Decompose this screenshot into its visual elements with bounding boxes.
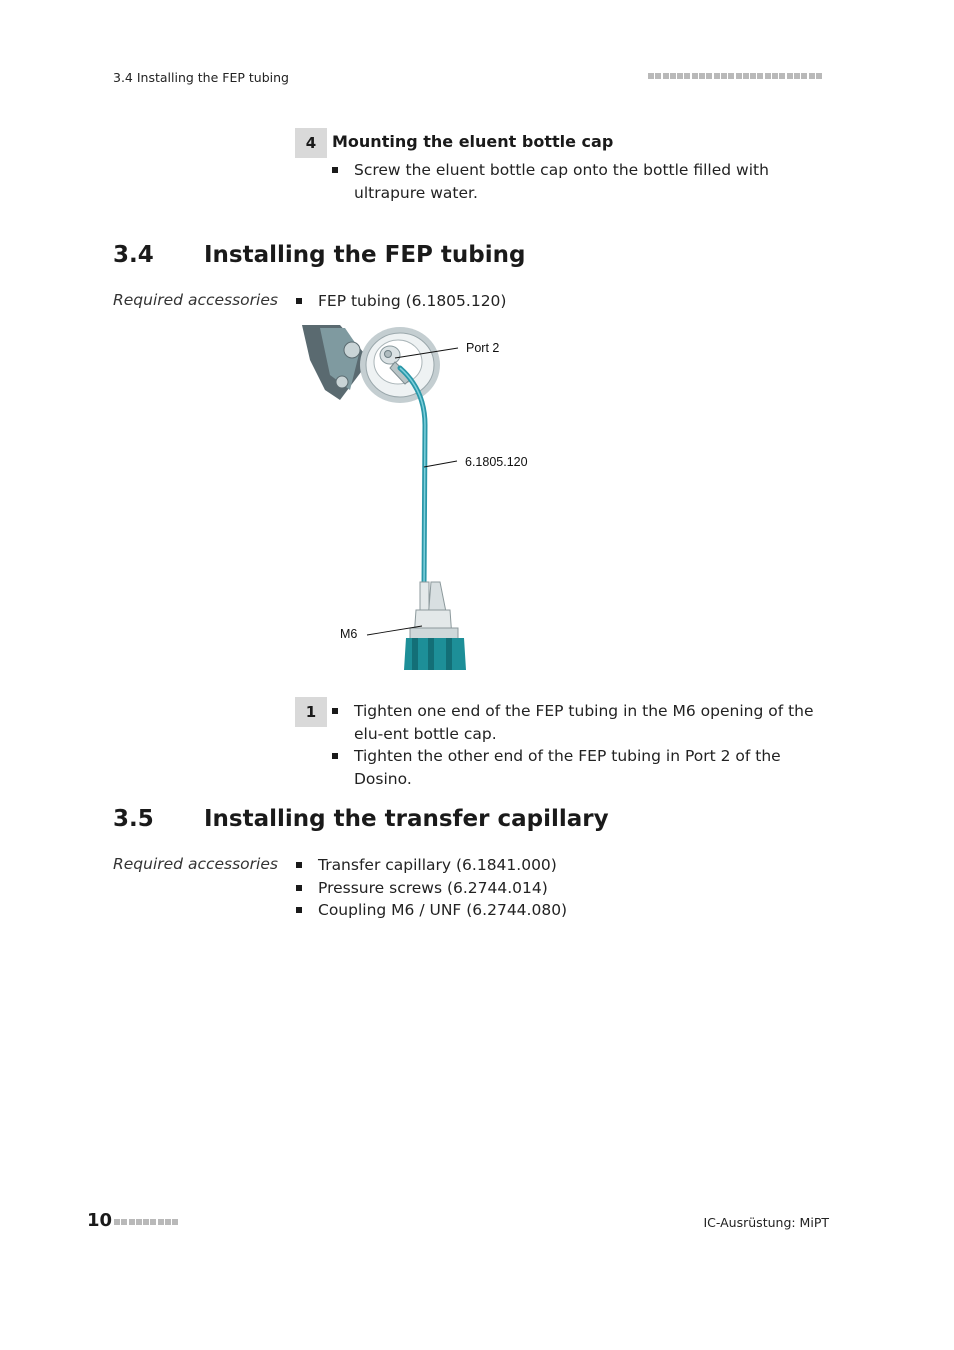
document-title: IC-Ausrüstung: MiPT [703,1215,829,1230]
step-bullet-list [332,159,822,204]
accessories-list [296,290,796,313]
list-item-text: Coupling M6 / UNF (6.2744.080) [318,901,568,919]
accessories-list [296,854,796,922]
bullet-icon [296,907,302,913]
list-item [296,877,796,900]
step-title: Mounting the eluent bottle cap [332,132,614,151]
list-item-text: Transfer capillary (6.1841.000) [318,856,557,874]
required-accessories-label: Required accessories [113,855,278,873]
label-m6: M6 [340,627,358,641]
section-title: Installing the transfer capillary [204,806,609,832]
bullet-icon [296,885,302,891]
fep-tubing-figure [300,320,560,670]
bullet-icon [296,298,302,304]
list-item-text: Pressure screws (6.2744.014) [318,878,548,897]
bullet-icon [332,708,338,714]
bullet-icon [332,167,338,173]
leader-line-tubing [424,461,457,467]
list-item [332,159,822,204]
required-accessories-label: Required accessories [113,291,278,309]
section-number: 3.4 [113,242,154,268]
list-item [296,854,796,877]
list-item [332,700,822,745]
header-decoration [648,73,822,79]
list-item [332,745,822,790]
list-item-text: Screw the eluent bottle cap onto the bottle filled with ultrapure water. [354,161,769,202]
bottle-cap-illustration [404,582,466,670]
section-number: 3.5 [113,806,154,832]
list-item [296,290,796,313]
footer-decoration [114,1219,178,1225]
list-item-text: FEP tubing (6.1805.120) [318,292,507,310]
bullet-icon [296,862,302,868]
label-tubing-part-number: 6.1805.120 [465,455,528,469]
section-title: Installing the FEP tubing [204,242,526,268]
step-number: 1 [295,697,327,727]
step-bullet-list [332,700,822,790]
list-item [296,899,796,922]
bullet-icon [332,753,338,759]
page-number: 10 [87,1210,113,1231]
label-port-2: Port 2 [466,341,500,355]
running-header: 3.4 Installing the FEP tubing [113,70,289,85]
list-item-text: Tighten the other end of the FEP tubing in Port 2 of the Dosino. [354,747,781,788]
step-number: 4 [295,128,327,158]
list-item-text: Tighten one end of the FEP tubing in the M6 opening of the elu-ent bottle cap. [354,702,814,743]
